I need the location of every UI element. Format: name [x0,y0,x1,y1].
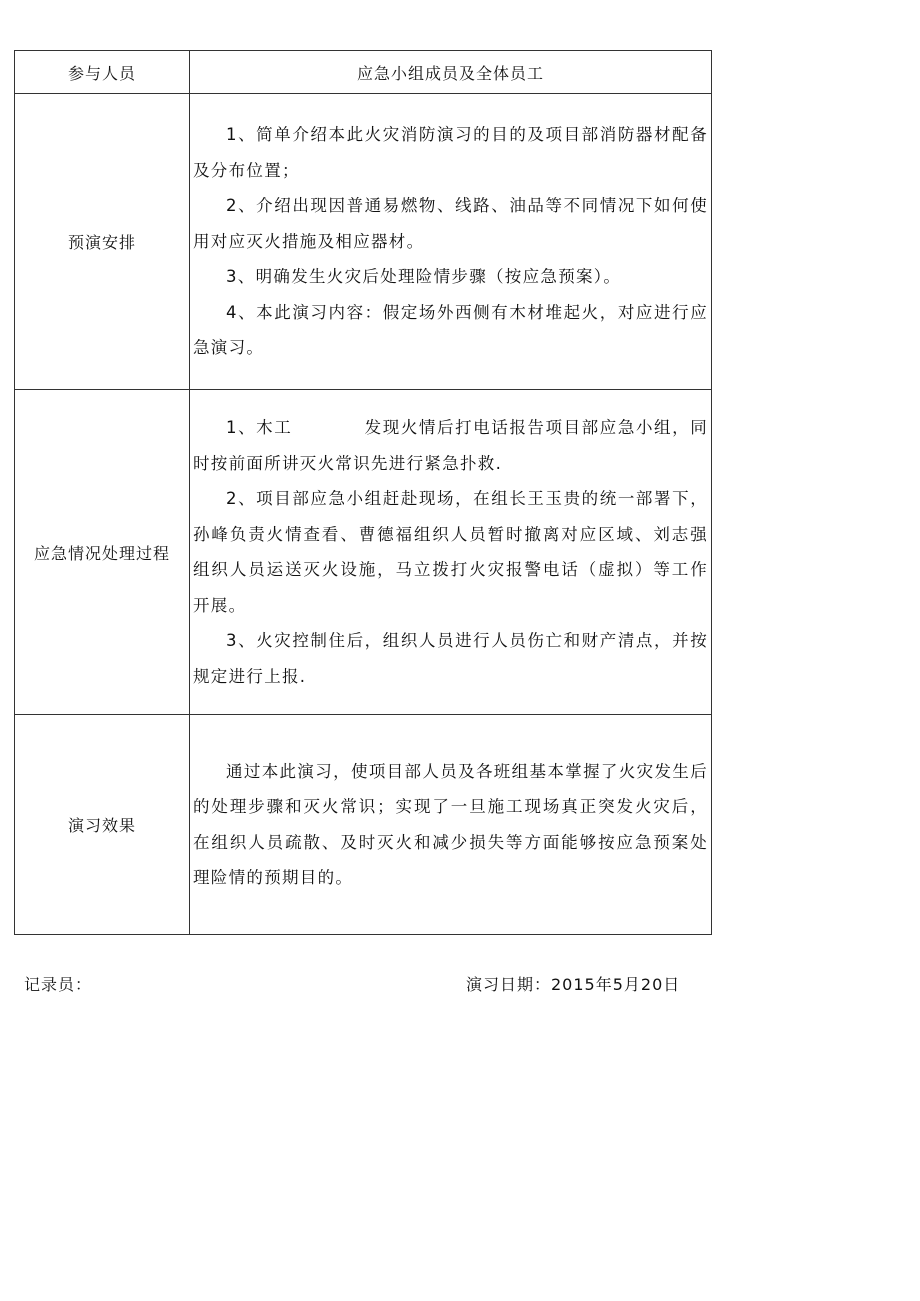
drill-record-table [14,50,712,935]
prep-item-2: 2、介绍出现因普通易燃物、线路、油品等不同情况下如何使用对应灭火措施及相应器材。 [193,196,708,251]
process-item-2: 2、项目部应急小组赶赴现场，在组长王玉贵的统一部署下，孙峰负责火情查看、曹德福组织人员暂时撤离对应区域、刘志强组织人员运送灭火设施，马立拨打火灾报警电话（虚拟）等工作开展。 [193,489,708,615]
prep-row [15,94,712,390]
prep-content [190,94,712,390]
effect-text: 通过本此演习，使项目部人员及各班组基本掌握了火灾发生后的处理步骤和灭火常识；实现了一旦施工现场真正突发火灾后，在组织人员疏散、及时灭火和减少损失等方面能够按应急预案处理险情的预期目的。 [193,761,708,887]
process-item-3: 3、火灾控制住后，组织人员进行人员伤亡和财产清点，并按规定进行上报. [193,631,708,686]
drill-date: 演习日期：2015年5月20日 [466,975,681,994]
recorder-label: 记录员： [24,975,93,994]
effect-content [190,715,712,935]
prep-item-1: 1、简单介绍本此火灾消防演习的目的及项目部消防器材配备及分布位置； [193,125,708,180]
prep-item-4: 4、本此演习内容：假定场外西侧有木材堆起火，对应进行应急演习。 [193,302,708,358]
process-content [190,390,712,715]
prep-label: 预演安排 [15,94,190,390]
effect-row [15,715,712,935]
participants-value: 应急小组成员及全体员工 [190,51,712,94]
prep-item-3: 3、明确发生火灾后处理险情步骤（按应急预案）。 [226,267,622,287]
effect-label: 演习效果 [15,715,190,935]
process-item-1-start: 1、木工 [226,418,293,437]
participants-row [15,51,712,94]
process-item-1-rest: 发现火情后打电话报告项目部应急小组，同时按前面所讲灭火常识先进行紧急扑救. [193,418,709,473]
process-label: 应急情况处理过程 [15,390,190,715]
process-item-1 [193,410,708,481]
participants-label: 参与人员 [15,51,190,94]
process-row [15,390,712,715]
